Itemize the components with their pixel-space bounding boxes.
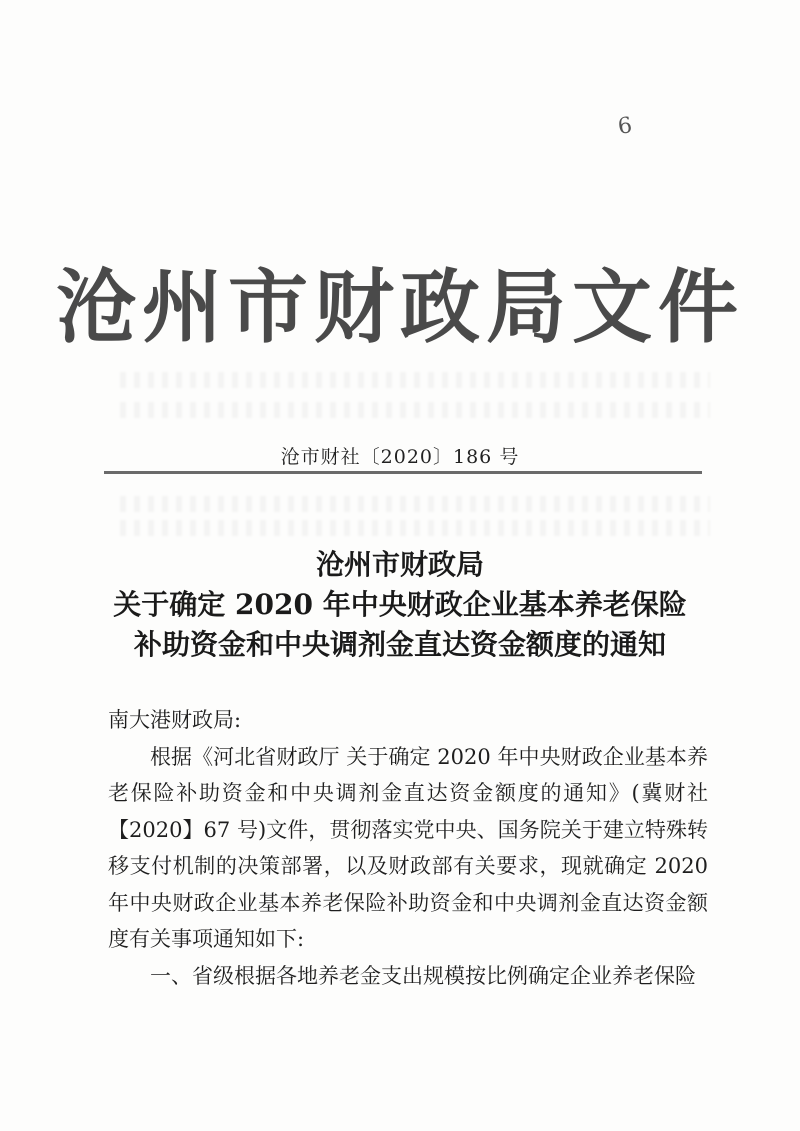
addressee: 南大港财政局:: [108, 708, 242, 732]
scan-artifact: [120, 372, 710, 388]
scan-artifact: [120, 402, 710, 418]
scan-artifact: [120, 496, 710, 512]
scan-artifact: [120, 520, 710, 536]
notice-title-line-2: 关于确定 2020 年中央财政企业基本养老保险: [113, 588, 687, 621]
notice-title-line-3: 补助资金和中央调剂金直达资金额度的通知: [133, 628, 666, 661]
notice-title-line-1: 沧州市财政局: [315, 548, 484, 581]
notice-title: [0, 545, 800, 665]
body-paragraph: 一、省级根据各地养老金支出规模按比例确定企业养老保险: [150, 963, 696, 988]
document-body: [108, 702, 708, 994]
handwritten-mark: 6: [616, 113, 634, 140]
body-paragraph: 根据《河北省财政厅 关于确定 2020 年中央财政企业基本养老保险补助资金和中央调剂金直达资金额度的通知》(冀财社【2020】67 号)文件，贯彻落实党中央、国务院关于建立特殊转移支付机制的决策部署，以及财政部有关要求，现就确定 2020 年中央财政企业基本养老保险补助资金和中央调剂金直达资金额度有关事项通知如下:: [108, 744, 708, 951]
header-divider: [104, 471, 702, 474]
document-header-title: 沧州市财政局文件: [56, 261, 744, 354]
document-number: 沧市财社〔2020〕186 号: [280, 446, 520, 468]
